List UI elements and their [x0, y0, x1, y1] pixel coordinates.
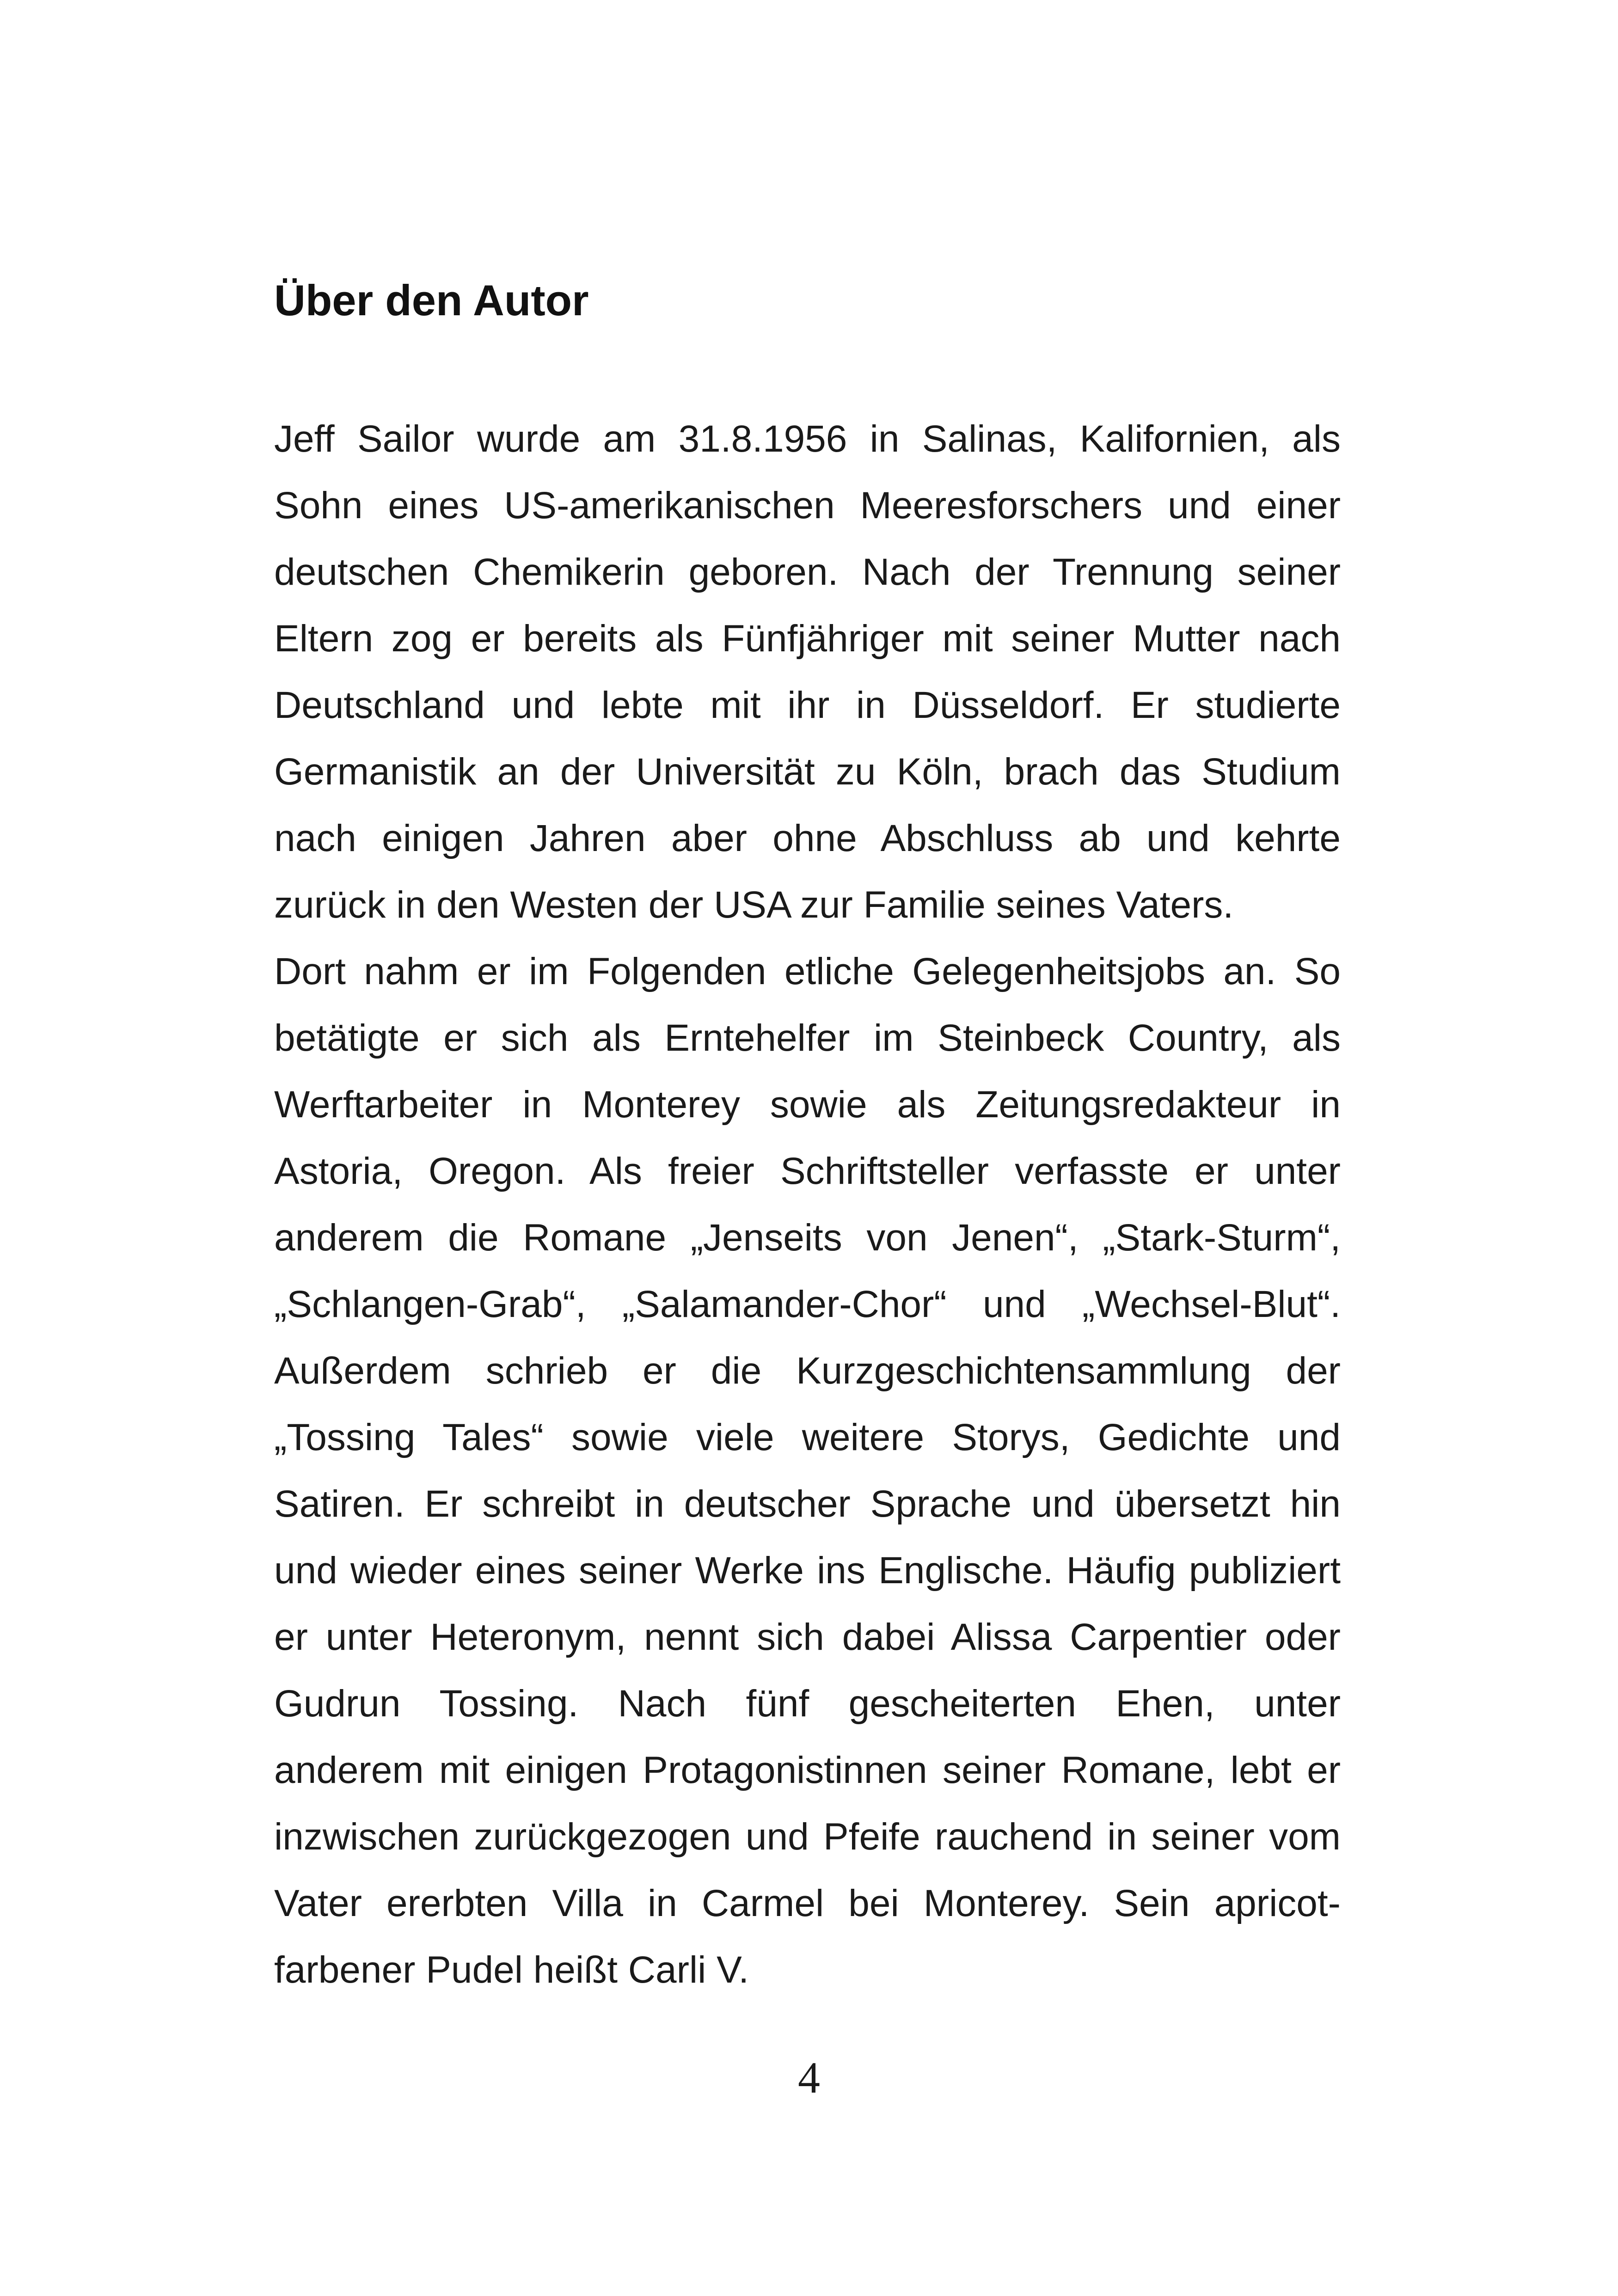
- text-line: Werftarbeiter in Monterey sowie als Zeitungsredakteur in: [274, 1084, 1341, 1126]
- text-line: Vater ererbten Villa in Carmel bei Monterey. Sein apricot-: [274, 1882, 1341, 1924]
- text-line: Sohn eines US-amerikanischen Meeresforschers und einer: [274, 484, 1341, 527]
- text-line: „Tossing Tales“ sowie viele weitere Storys, Gedichte und: [274, 1416, 1341, 1458]
- text-line: deutschen Chemikerin geboren. Nach der Trennung seiner: [274, 551, 1341, 593]
- page-number: 4: [798, 2053, 820, 2102]
- text-line: farbener Pudel heißt Carli V.: [274, 1949, 749, 1991]
- text-line: Außerdem schrieb er die Kurzgeschichtensammlung der: [274, 1350, 1341, 1392]
- text-line: und wieder eines seiner Werke ins Englische. Häufig publiziert: [274, 1549, 1341, 1592]
- text-line: betätigte er sich als Erntehelfer im Steinbeck Country, als: [274, 1017, 1341, 1059]
- text-line: Germanistik an der Universität zu Köln, brach das Studium: [274, 751, 1341, 793]
- text-line: zurück in den Westen der USA zur Familie seines Vaters.: [274, 884, 1234, 926]
- page-title: Über den Autor: [274, 276, 589, 325]
- paragraph-2: [274, 938, 1341, 2003]
- text-line: Gudrun Tossing. Nach fünf gescheiterten Ehen, unter: [274, 1683, 1341, 1725]
- text-line: Astoria, Oregon. Als freier Schriftsteller verfasste er unter: [274, 1150, 1341, 1192]
- text-line: Satiren. Er schreibt in deutscher Sprache und übersetzt hin: [274, 1483, 1341, 1525]
- text-line: nach einigen Jahren aber ohne Abschluss ab und kehrte: [274, 817, 1341, 859]
- body-text: [274, 406, 1341, 2003]
- text-line: Jeff Sailor wurde am 31.8.1956 in Salinas, Kalifornien, als: [274, 418, 1341, 460]
- text-line: „Schlangen-Grab“, „Salamander-Chor“ und „Wechsel-Blut“.: [274, 1283, 1341, 1325]
- text-line: Eltern zog er bereits als Fünfjähriger mit seiner Mutter nach: [274, 618, 1341, 660]
- text-line: anderem die Romane „Jenseits von Jenen“, „Stark-Sturm“,: [274, 1217, 1341, 1259]
- text-line: inzwischen zurückgezogen und Pfeife rauchend in seiner vom: [274, 1816, 1341, 1858]
- text-line: er unter Heteronym, nennt sich dabei Alissa Carpentier oder: [274, 1616, 1341, 1658]
- paragraph-1: [274, 406, 1341, 938]
- text-line: anderem mit einigen Protagonistinnen seiner Romane, lebt er: [274, 1749, 1341, 1791]
- text-line: Deutschland und lebte mit ihr in Düsseldorf. Er studierte: [274, 684, 1341, 726]
- text-line: Dort nahm er im Folgenden etliche Gelegenheitsjobs an. So: [274, 950, 1341, 992]
